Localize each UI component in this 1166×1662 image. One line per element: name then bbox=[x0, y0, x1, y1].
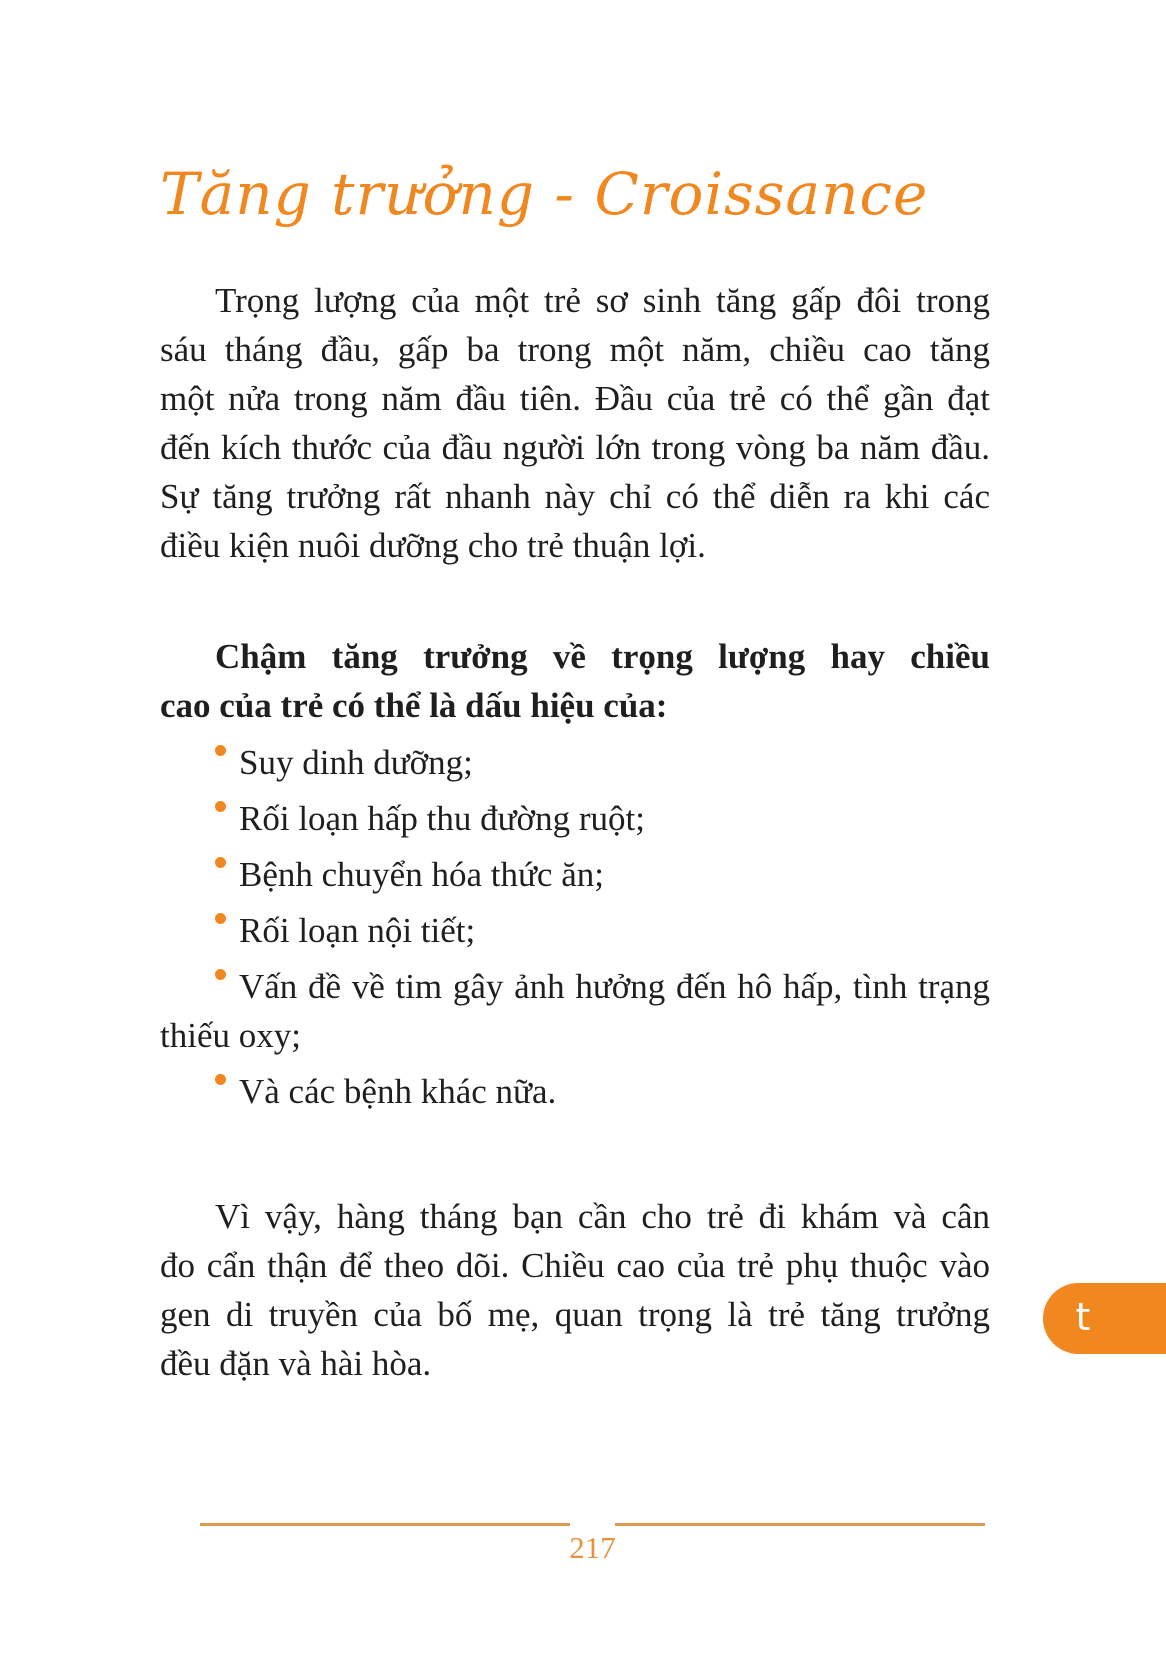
list-item-label: Bệnh chuyển hóa thức ăn; bbox=[239, 855, 604, 894]
list-item-label: Vấn đề về tim gây ảnh hưởng đến hô hấp, tình trạng bbox=[239, 967, 990, 1006]
text-line bbox=[160, 1067, 990, 1116]
text-line bbox=[160, 962, 990, 1011]
bullet-icon bbox=[215, 745, 226, 756]
text-line: Chậm tăng trưởng về trọng lượng hay chiều bbox=[215, 637, 990, 676]
text-line bbox=[160, 850, 990, 899]
footer-rule-left bbox=[200, 1523, 570, 1526]
text-line: đến kích thước của đầu người lớn trong vòng ba năm đầu. bbox=[160, 428, 990, 467]
paragraph-final bbox=[160, 1192, 990, 1388]
list-item bbox=[160, 850, 990, 899]
text-line: điều kiện nuôi dưỡng cho trẻ thuận lợi. bbox=[160, 526, 706, 565]
text-line bbox=[160, 906, 990, 955]
text-line: Vì vậy, hàng tháng bạn cần cho trẻ đi khám và cân bbox=[215, 1197, 990, 1236]
bullet-icon bbox=[215, 1074, 226, 1085]
list-item-label: Suy dinh dưỡng; bbox=[239, 743, 473, 782]
bullet-icon bbox=[215, 801, 226, 812]
page-title: Tăng trưởng - Croissance bbox=[160, 160, 929, 228]
paragraph-heading bbox=[160, 632, 990, 730]
page-number: 217 bbox=[569, 1530, 616, 1565]
footer-rule-right bbox=[615, 1523, 985, 1526]
symptom-list bbox=[160, 738, 990, 1116]
text-line: Trọng lượng của một trẻ sơ sinh tăng gấp đôi trong bbox=[215, 281, 990, 320]
text-line: cao của trẻ có thể là dấu hiệu của: bbox=[160, 686, 668, 725]
text-line bbox=[160, 794, 990, 843]
text-line: một nửa trong năm đầu tiên. Đầu của trẻ có thể gần đạt bbox=[160, 379, 990, 418]
bullet-icon bbox=[215, 969, 226, 980]
index-tab-letter: t bbox=[1075, 1295, 1091, 1339]
paragraph-intro bbox=[160, 276, 990, 570]
text-line: gen di truyền của bố mẹ, quan trọng là trẻ tăng trưởng bbox=[160, 1295, 990, 1334]
text-line: đo cẩn thận để theo dõi. Chiều cao của trẻ phụ thuộc vào bbox=[160, 1246, 990, 1285]
text-line: đều đặn và hài hòa. bbox=[160, 1344, 432, 1383]
list-item bbox=[160, 1067, 990, 1116]
index-tab bbox=[1043, 1283, 1166, 1354]
list-item-label: Rối loạn nội tiết; bbox=[239, 911, 476, 950]
list-item-label: Rối loạn hấp thu đường ruột; bbox=[239, 799, 645, 838]
text-line: Sự tăng trưởng rất nhanh này chỉ có thể diễn ra khi các bbox=[160, 477, 990, 516]
list-item bbox=[160, 962, 990, 1060]
text-line bbox=[160, 738, 990, 787]
list-item bbox=[160, 906, 990, 955]
bullet-icon bbox=[215, 913, 226, 924]
text-line: sáu tháng đầu, gấp ba trong một năm, chiều cao tăng bbox=[160, 330, 990, 369]
list-item bbox=[160, 794, 990, 843]
list-item bbox=[160, 738, 990, 787]
list-item-label: Và các bệnh khác nữa. bbox=[239, 1072, 557, 1111]
text-line: thiếu oxy; bbox=[160, 1016, 301, 1055]
bullet-icon bbox=[215, 857, 226, 868]
